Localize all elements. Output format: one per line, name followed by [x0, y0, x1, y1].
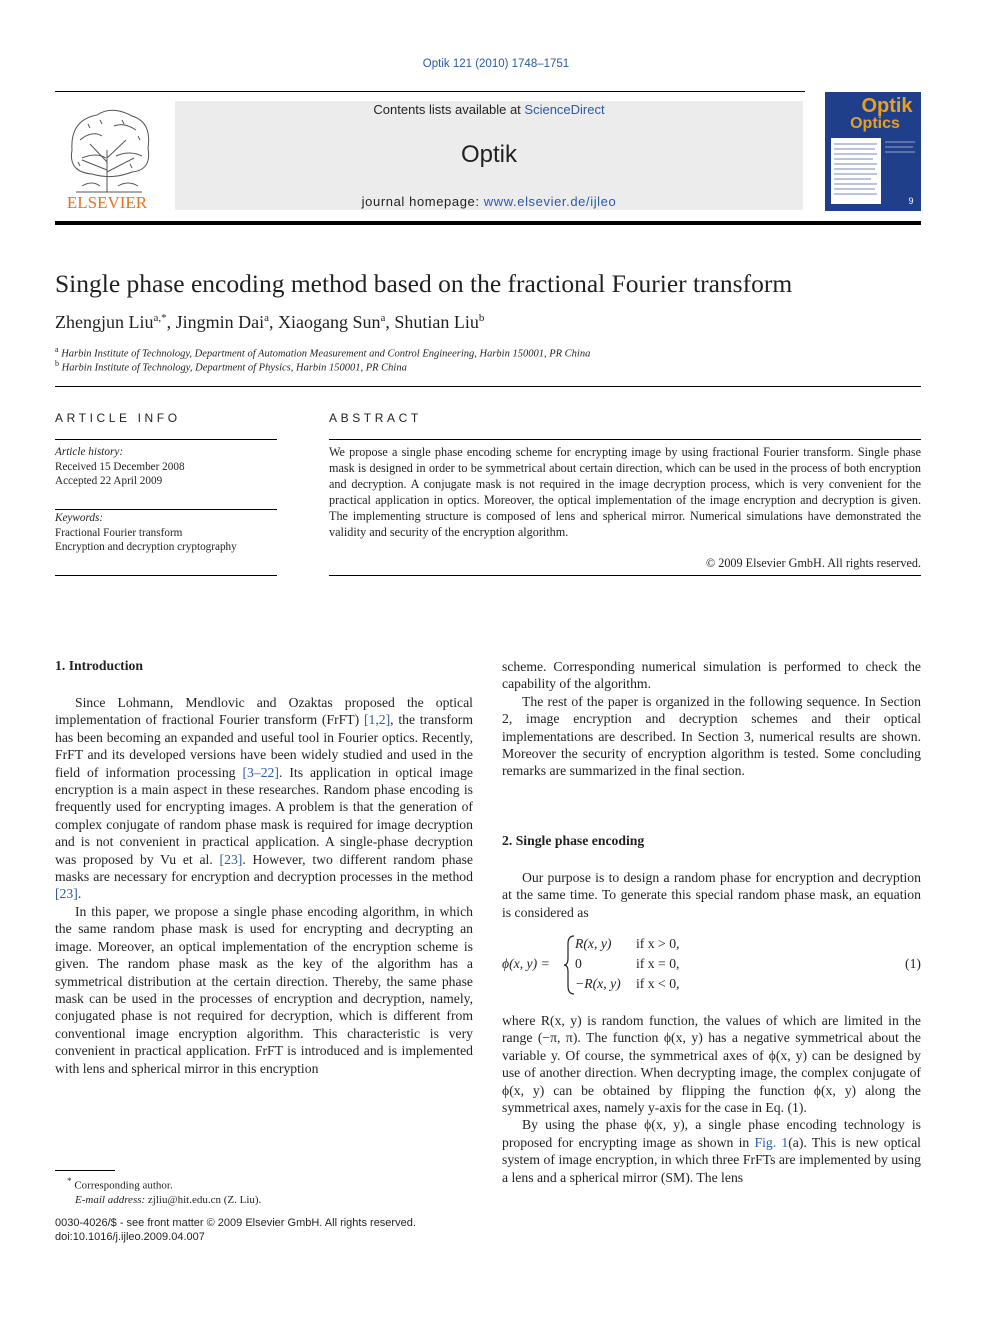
- footnote: * Corresponding author. E-mail address: zjliu@hit.edu.cn (Z. Liu).: [67, 1176, 262, 1206]
- citation-link[interactable]: [3–22]: [242, 764, 279, 780]
- sciencedirect-link[interactable]: ScienceDirect: [524, 102, 605, 117]
- author-name[interactable]: Zhengjun Liu: [55, 312, 154, 332]
- keyword: Fractional Fourier transform: [55, 526, 183, 539]
- article-title: Single phase encoding method based on the fractional Fourier transform: [55, 269, 793, 298]
- elsevier-tree-icon: [52, 100, 162, 212]
- elsevier-wordmark: ELSEVIER: [66, 193, 148, 212]
- citation-link[interactable]: [1,2]: [363, 712, 391, 728]
- author-name[interactable]: Xiaogang Sun: [278, 312, 381, 332]
- journal-homepage-link[interactable]: www.elsevier.de/ijleo: [483, 194, 617, 209]
- paragraph: Our purpose is to design a random phase for encryption and decryption at the same time. To generate this special random phase mask, an equation is considered as: [502, 870, 921, 920]
- affiliation: $^b$ Harbin Institute of Technology, Department of Physics, Harbin 150001, PR China: [55, 359, 407, 374]
- divider: [55, 386, 921, 387]
- paragraph: In this paper, we propose a single phase encoding algorithm, in which the same random phase mask is used for encrypting and decrypting an image. Moreover, an optical implementation of the encryption scheme is given. The random phase mask as the key of the algorithm has a symmetrical distribution at the certain direction. Thereby, the same phase mask can be used in the processes of encryption and decryption, namely, conjugated phase is not required for decryption, which is different from conventional image encryption algorithm. This characteristic is very convenient in practical application. FrFT is introduced and is implemented with lens and spherical mirror in this encryption: [55, 903, 473, 1076]
- journal-cover-image: [825, 92, 921, 211]
- author-name[interactable]: Jingmin Dai: [175, 312, 265, 332]
- received-date: Received 15 December 2008: [55, 460, 185, 473]
- right-column-top: [502, 658, 921, 780]
- section-heading-single-phase-encoding: 2. Single phase encoding: [502, 833, 645, 848]
- divider: [55, 439, 277, 440]
- history-label: Article history:: [55, 446, 124, 458]
- contents-line: Contents lists available at ScienceDirect: [373, 102, 605, 117]
- article-info-heading: ARTICLE INFO: [55, 411, 181, 425]
- divider: [55, 509, 277, 510]
- cover-title-optics: Optics: [850, 115, 900, 132]
- author-affiliation-marker[interactable]: a: [380, 312, 386, 324]
- article-history: [55, 445, 277, 489]
- journal-cover[interactable]: [825, 92, 921, 211]
- copyright-notice: © 2009 Elsevier GmbH. All rights reserved.: [705, 556, 921, 570]
- equation-number: (1): [905, 956, 921, 971]
- equation-case-value: −R(x, y): [575, 976, 621, 991]
- author-name[interactable]: Shutian Liu: [394, 312, 479, 332]
- abstract-heading: ABSTRACT: [329, 411, 422, 425]
- section-heading-introduction: 1. Introduction: [55, 658, 143, 673]
- issn-line: 0030-4026/$ - see front matter © 2009 Elsevier GmbH. All rights reserved.: [55, 1217, 416, 1229]
- citation-link[interactable]: [23]: [55, 886, 78, 902]
- equation-case-value: 0: [575, 956, 582, 971]
- email-link[interactable]: zjliu@hit.edu.cn (Z. Liu).: [147, 1193, 262, 1206]
- header-top-rule: [55, 91, 805, 92]
- left-column: [55, 694, 473, 1077]
- elsevier-tree-logo: [52, 100, 162, 212]
- divider: [329, 575, 921, 576]
- issn-doi: [55, 1216, 475, 1244]
- figure-link[interactable]: Fig. 1: [754, 1134, 789, 1150]
- right-column-bottom: [502, 1012, 921, 1186]
- right-column-section2: [502, 869, 921, 921]
- keywords: [55, 511, 277, 555]
- author-list: Zhengjun Liu$^{a,*}$, Jingmin Dai$^a$, Xiaogang Sun$^a$, Shutian Liu$^b$: [55, 312, 485, 332]
- abstract-text: We propose a single phase encoding scheme for encrypting image by using fractional Fourier transform. Single phase mask is designed in order to be symmetrical about certain direction, which can be used in the process of both encryption and decryption. A conjugate mask is not required in the image decryption process, which is very convenient for the practical application in optics. Moreover, the optical implementation of the image encryption and decryption is given. The implementing structure is composed of lens and spherical mirror. Numerical simulations have demonstrated the validity and security of the encryption algorithm.: [329, 445, 921, 539]
- author-affiliation-marker[interactable]: b: [478, 312, 485, 324]
- journal-name: Optik: [460, 141, 517, 168]
- author-affiliation-marker[interactable]: a: [264, 312, 270, 324]
- equation-case-condition: if x = 0,: [636, 956, 680, 971]
- equation-lhs: ϕ(x, y) =: [502, 956, 550, 971]
- cover-issue-number: 9: [908, 196, 914, 206]
- divider: [55, 575, 277, 576]
- paragraph: scheme. Corresponding numerical simulation is performed to check the capability of the algorithm.: [502, 659, 921, 692]
- citation-link[interactable]: [23]: [219, 851, 243, 867]
- equation-case-condition: if x > 0,: [636, 936, 680, 951]
- paragraph: The rest of the paper is organized in the following sequence. In Section 2, image encryption and decryption schemes and their optical implementations are described. In Section 3, numerical results are shown. Moreover the security of encryption algorithm is tested. Some concluding remarks are summarized in the final section.: [502, 693, 921, 779]
- keyword: Encryption and decryption cryptography: [55, 541, 237, 553]
- author-affiliation-marker[interactable]: a,*: [153, 312, 167, 324]
- journal-homepage-line: journal homepage: www.elsevier.de/ijleo: [361, 194, 617, 209]
- cover-title-optik: Optik: [861, 95, 913, 117]
- accepted-date: Accepted 22 April 2009: [55, 475, 163, 487]
- keywords-label: Keywords:: [55, 512, 104, 524]
- equation-1: [502, 934, 921, 996]
- divider: [329, 439, 921, 440]
- paragraph: Since Lohmann, Mendlovic and Ozaktas proposed the optical implementation of fractional Fourier transform (FrFT) [1,2], the transform has been becoming an expanded and useful tool in Fourier optics. Recently, FrFT and its developed versions have been widely studied and used in the field of information processing [3–22]. Its application in optical image encryption is a main aspect in these researches. Random phase encoding is frequently used for encrypting images. A problem is that the generation of complex conjugate of random phase mask is required for image decryption and is not convenient in practical application. A single-phase decryption was proposed by Vu et al. [23]. However, two different random phase masks are necessary for encryption and decryption processes in the method [23].: [55, 695, 474, 902]
- paragraph: By using the phase ϕ(x, y), a single phase encoding technology is proposed for encrypting image as shown in Fig. 1(a). This is new optical system of image encryption, in which three FrFTs are implemented by using a lens and a spherical mirror (SM). The lens: [502, 1117, 921, 1185]
- journal-citation[interactable]: Optik 121 (2010) 1748–1751: [422, 58, 570, 70]
- footnote-rule: [55, 1170, 115, 1171]
- affiliation: $^a$ Harbin Institute of Technology, Department of Automation Measurement and Control Engineering, Harbin 150001, PR China: [55, 345, 591, 360]
- doi-link[interactable]: doi:10.1016/j.ijleo.2009.04.007: [55, 1231, 205, 1243]
- equation-case-value: R(x, y): [575, 936, 612, 951]
- header-thick-rule: [55, 221, 921, 225]
- paragraph: where R(x, y) is random function, the values of which are limited in the range (−π, π). The function ϕ(x, y) has a negative symmetrical about the variable y. Of course, the symmetrical axes of ϕ(x, y) can be designed by use of another direction. When decrypting image, the complex conjugate of ϕ(x, y) can be obtained by flipping the function ϕ(x, y) along the symmetrical axes, namely y-axis for the case in Eq. (1).: [502, 1013, 921, 1116]
- equation-case-condition: if x < 0,: [636, 976, 680, 991]
